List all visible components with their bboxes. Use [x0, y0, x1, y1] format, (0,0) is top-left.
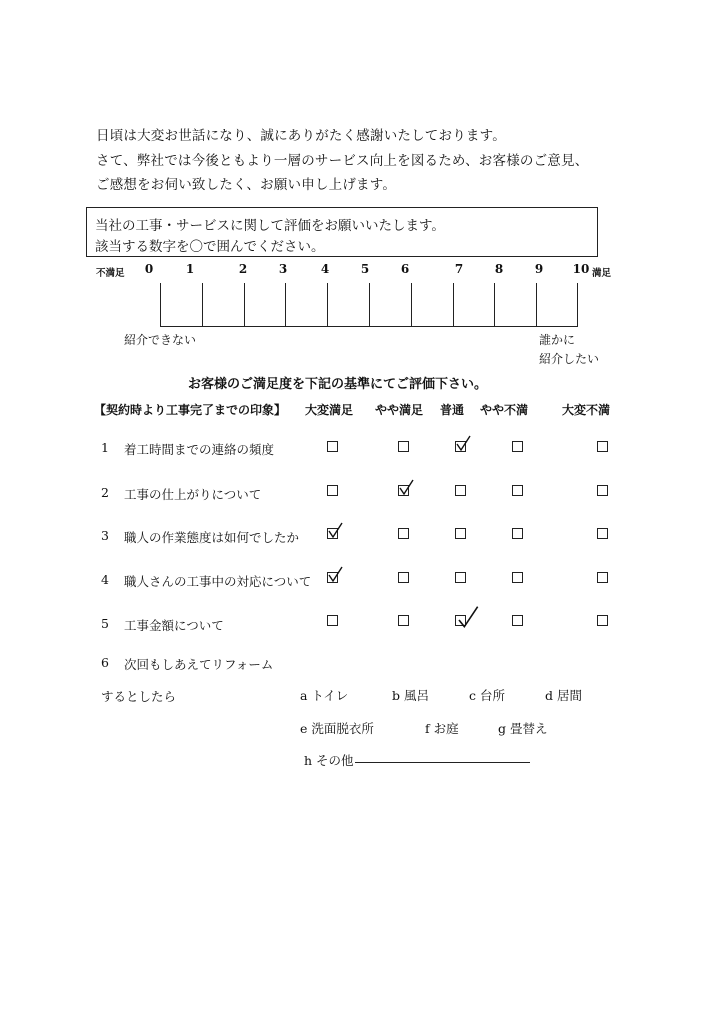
checkbox-checked[interactable] [327, 528, 338, 539]
scale-tick [453, 283, 454, 327]
checkbox[interactable] [398, 572, 409, 583]
scale-number-2[interactable]: 2 [238, 262, 248, 276]
checkbox[interactable] [512, 485, 523, 496]
scale-tick [244, 283, 245, 327]
scale-number-1[interactable]: 1 [185, 262, 195, 276]
checkbox-checked[interactable] [455, 615, 466, 626]
checkbox[interactable] [597, 485, 608, 496]
checkbox-checked[interactable] [455, 441, 466, 452]
check-mark-icon [455, 604, 479, 628]
checkbox[interactable] [512, 441, 523, 452]
scale-tick [202, 283, 203, 327]
other-write-in-line[interactable] [355, 762, 530, 763]
checkbox[interactable] [455, 485, 466, 496]
checkbox[interactable] [398, 528, 409, 539]
check-mark-icon [455, 435, 471, 453]
row-label: 職人の作業態度は如何でしたか [124, 530, 300, 545]
question-6-number: 6 [101, 655, 109, 670]
option-h[interactable]: h その他 [304, 753, 354, 768]
column-header-somewhat-satisfied: やや満足 [375, 403, 424, 417]
column-header-very-satisfied: 大変満足 [305, 403, 354, 417]
column-header-somewhat-dissatisfied: やや不満 [480, 403, 529, 417]
intro-line-2: さて、弊社では今後ともより一層のサービス向上を図るため、お客様のご意見、 [96, 153, 589, 169]
scale-number-0[interactable]: 0 [144, 262, 154, 276]
checkbox[interactable] [512, 572, 523, 583]
scale-left-label: 不満足 [96, 268, 125, 279]
checkbox[interactable] [327, 441, 338, 452]
checkbox-checked[interactable] [398, 485, 409, 496]
section-title: お客様のご満足度を下記の基準にてご評価下さい。 [188, 377, 488, 392]
checkbox[interactable] [597, 528, 608, 539]
checkbox[interactable] [512, 528, 523, 539]
option-g[interactable]: g 畳替え [498, 721, 548, 736]
option-c[interactable]: c 台所 [469, 688, 505, 703]
checkbox-checked[interactable] [327, 572, 338, 583]
option-d[interactable]: d 居間 [545, 688, 582, 703]
checkbox[interactable] [455, 528, 466, 539]
row-number: 2 [101, 485, 109, 500]
checkbox[interactable] [327, 485, 338, 496]
option-a[interactable]: a トイレ [300, 688, 349, 703]
row-number: 1 [101, 440, 109, 455]
option-e[interactable]: e 洗面脱衣所 [300, 721, 374, 736]
scale-number-9[interactable]: 9 [534, 262, 544, 276]
instruction-box [86, 207, 598, 257]
scale-tick [411, 283, 412, 327]
row-number: 3 [101, 528, 109, 543]
scale-high-note-1: 誰かに [539, 333, 576, 347]
checkbox[interactable] [398, 615, 409, 626]
row-number: 5 [101, 616, 109, 631]
checkbox[interactable] [327, 615, 338, 626]
check-mark-icon [327, 566, 343, 584]
scale-tick [494, 283, 495, 327]
scale-low-note: 紹介できない [124, 333, 197, 347]
option-b[interactable]: b 風呂 [392, 688, 429, 703]
instruction-line-2: 該当する数字を〇で囲んでください。 [95, 239, 325, 255]
row-label: 工事の仕上がりについて [124, 487, 262, 502]
scale-tick [369, 283, 370, 327]
scale-number-8[interactable]: 8 [494, 262, 504, 276]
scale-number-3[interactable]: 3 [278, 262, 288, 276]
column-header-neutral: 普通 [440, 403, 465, 417]
scale-tick [536, 283, 537, 327]
question-6-line-1: 次回もしあえてリフォーム [124, 657, 274, 672]
check-mark-icon [327, 522, 343, 540]
scale-number-5[interactable]: 5 [360, 262, 370, 276]
checkbox[interactable] [455, 572, 466, 583]
row-label: 着工時間までの連絡の頻度 [124, 442, 275, 457]
checkbox[interactable] [512, 615, 523, 626]
intro-line-1: 日頃は大変お世話になり、誠にありがたく感謝いたしております。 [96, 128, 506, 144]
table-header-label: 【契約時より工事完了までの印象】 [94, 403, 287, 417]
row-label: 職人さんの工事中の対応について [124, 574, 312, 589]
scale-number-7[interactable]: 7 [454, 262, 464, 276]
checkbox[interactable] [597, 572, 608, 583]
option-f[interactable]: f お庭 [425, 721, 459, 736]
row-number: 4 [101, 572, 109, 587]
question-6-line-2: するとしたら [101, 689, 177, 704]
intro-line-3: ご感想をお伺い致したく、お願い申し上げます。 [96, 177, 397, 193]
row-label: 工事金額について [124, 618, 224, 633]
scale-right-label: 満足 [592, 268, 612, 279]
checkbox[interactable] [597, 441, 608, 452]
scale-tick [285, 283, 286, 327]
scale-tick [327, 283, 328, 327]
checkbox[interactable] [597, 615, 608, 626]
scale-number-6[interactable]: 6 [400, 262, 410, 276]
scale-number-4[interactable]: 4 [320, 262, 330, 276]
check-mark-icon [398, 479, 414, 497]
instruction-line-1: 当社の工事・サービスに関して評価をお願いいたします。 [95, 218, 445, 234]
checkbox[interactable] [398, 441, 409, 452]
column-header-very-dissatisfied: 大変不満 [562, 403, 611, 417]
scale-number-10[interactable]: 10 [572, 262, 590, 276]
scale-high-note-2: 紹介したい [539, 352, 600, 366]
